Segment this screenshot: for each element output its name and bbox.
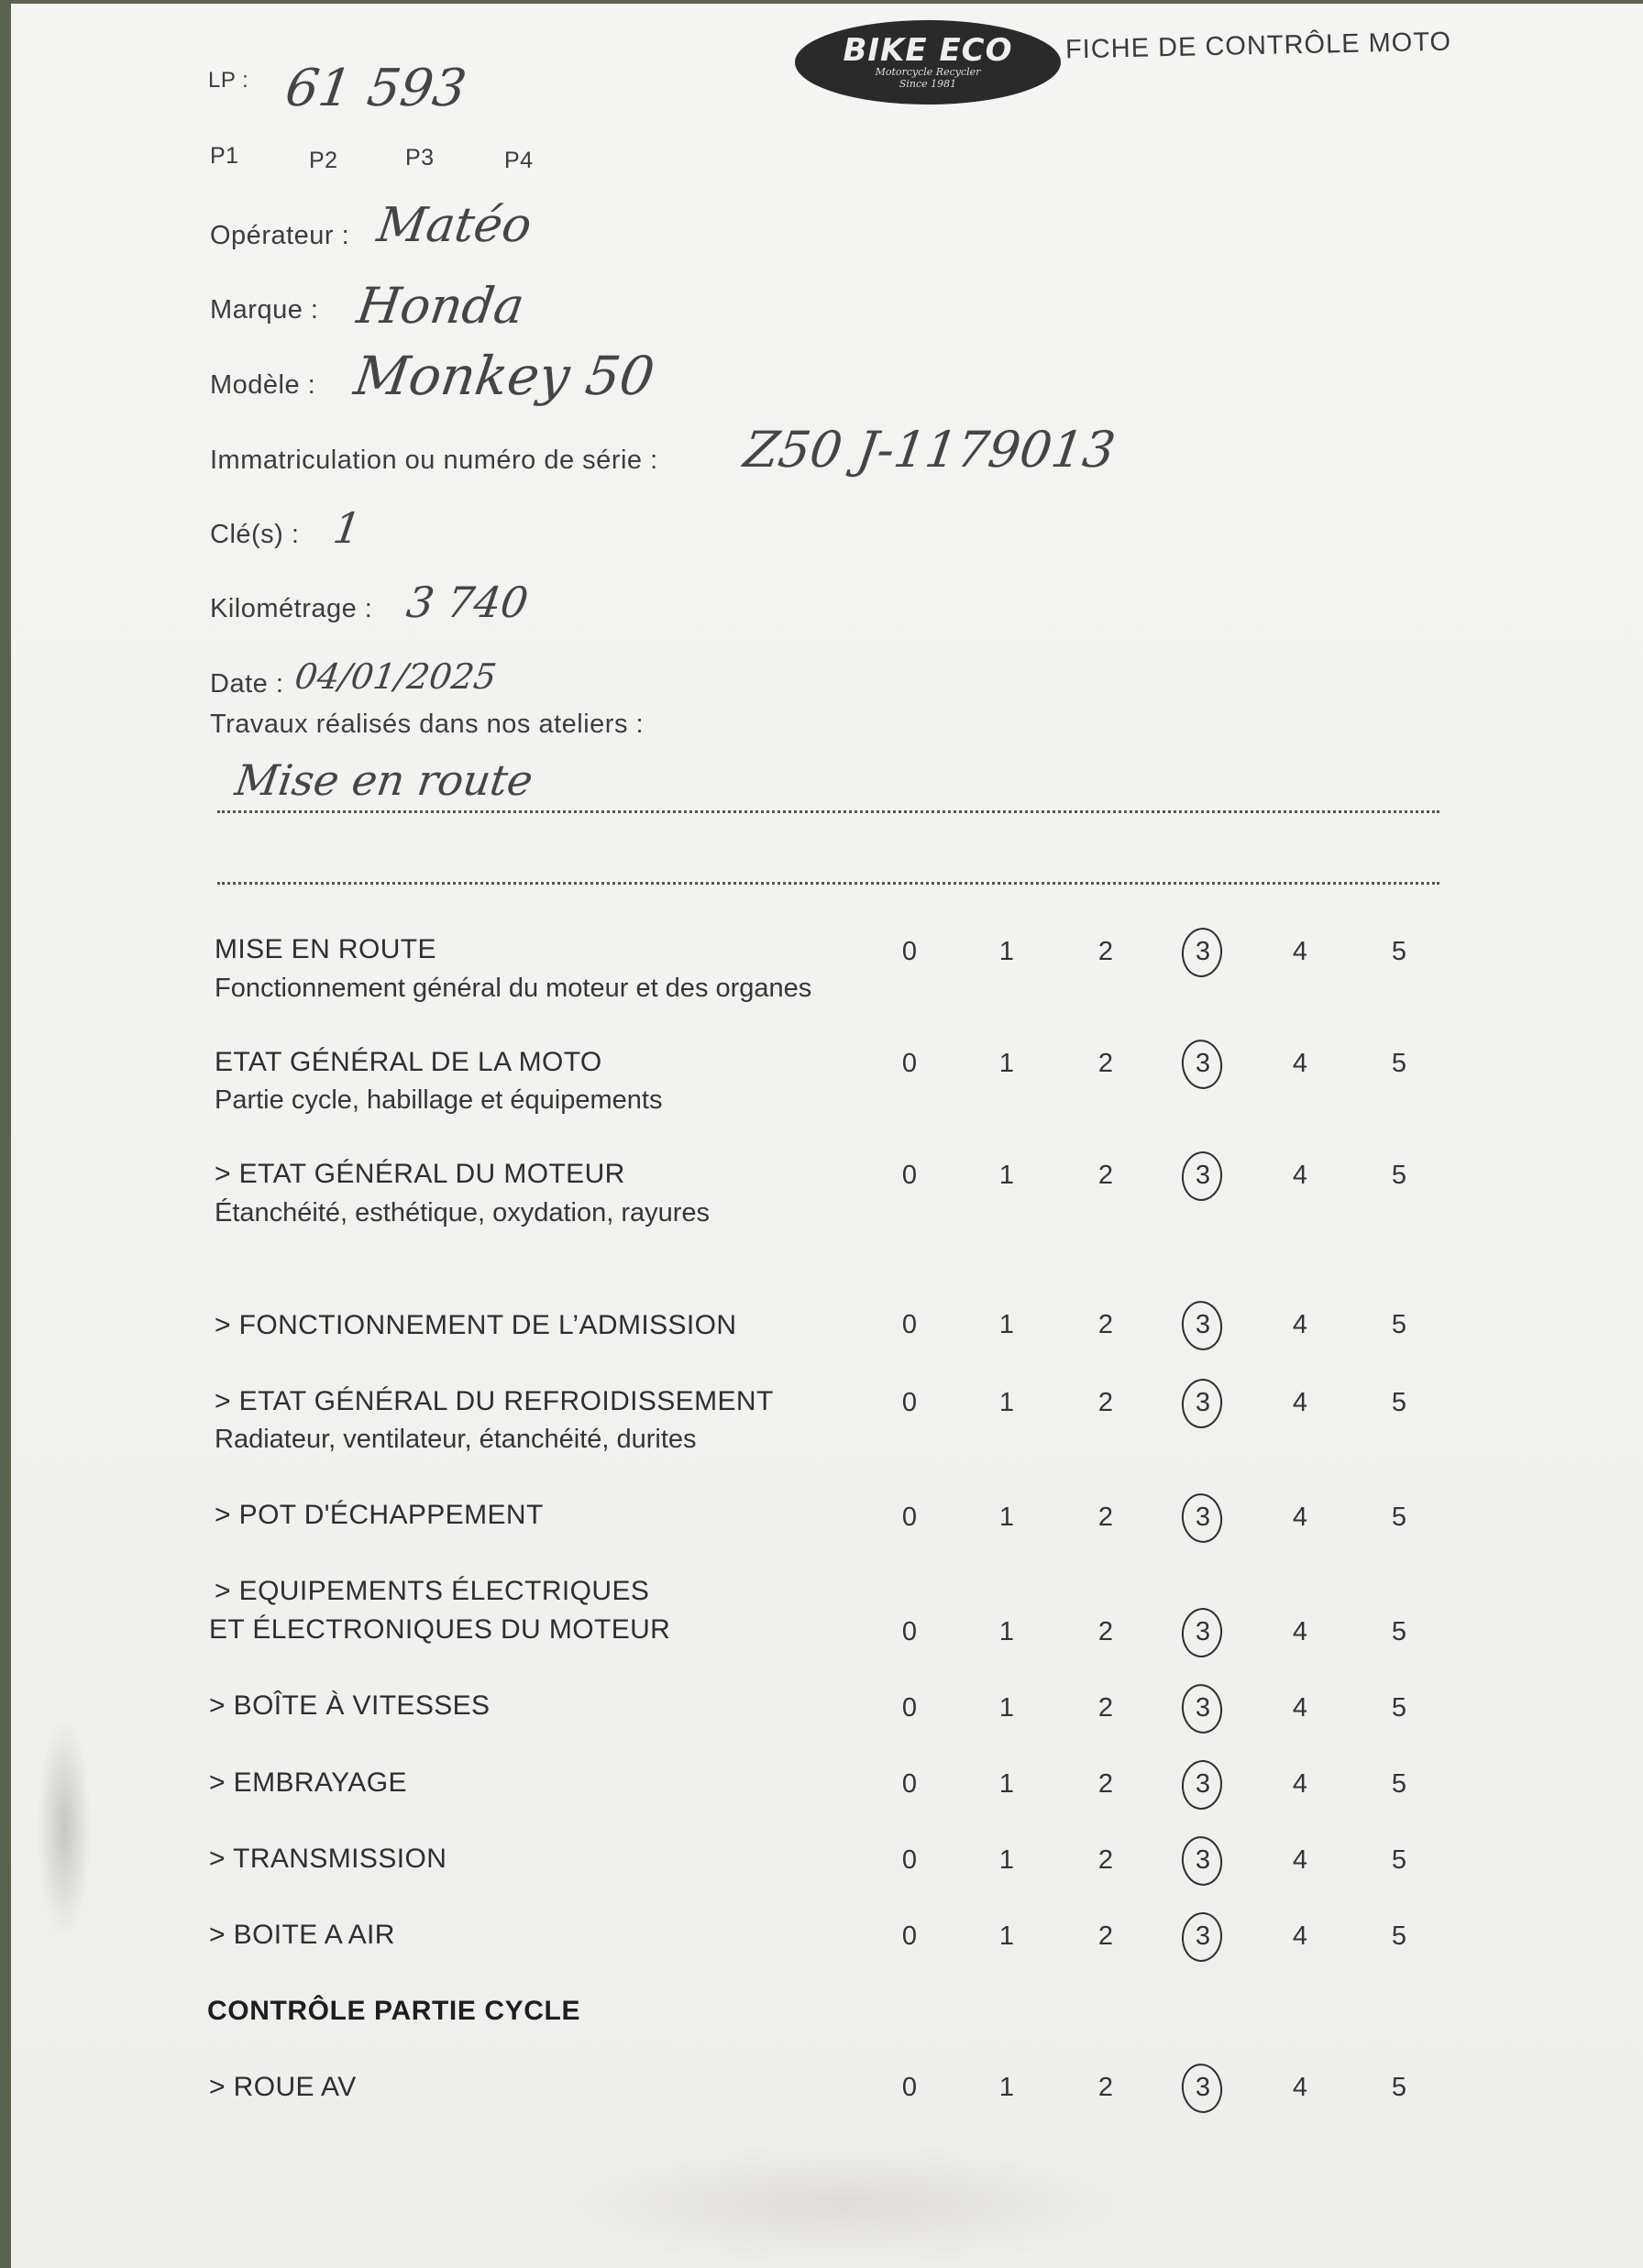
- score-option-3: 3: [1195, 1310, 1211, 1339]
- score-option-3: 3: [1195, 937, 1211, 966]
- selected-score-circle: [1179, 1910, 1224, 1964]
- operateur-value: Matéo: [373, 198, 535, 253]
- score-option-5: 5: [1391, 1049, 1407, 1078]
- cles-label: Clé(s) :: [210, 520, 300, 549]
- score-option-3: 3: [1195, 1503, 1211, 1532]
- score-option-5: 5: [1391, 1769, 1407, 1799]
- score-option-5: 5: [1391, 1921, 1407, 1951]
- modele-value: Monkey 50: [350, 345, 658, 407]
- score-option-2: 2: [1097, 1310, 1114, 1339]
- score-option-1: 1: [998, 1693, 1015, 1723]
- item-title: > BOITE A AIR: [209, 1920, 395, 1950]
- dotted-line: [217, 810, 1439, 813]
- score-option-5: 5: [1391, 2073, 1407, 2102]
- score-option-1: 1: [998, 1503, 1015, 1532]
- score-option-5: 5: [1391, 1388, 1407, 1417]
- score-option-3: 3: [1195, 1617, 1211, 1646]
- score-option-4: 4: [1292, 1693, 1308, 1723]
- score-option-2: 2: [1097, 2073, 1114, 2102]
- score-option-4: 4: [1292, 1310, 1308, 1339]
- kilometrage-value: 3 740: [403, 578, 532, 627]
- item-title: > ROUE AV: [209, 2072, 357, 2102]
- score-option-1: 1: [998, 1161, 1015, 1190]
- item-subtitle: ET ÉLECTRONIQUES DU MOTEUR: [209, 1614, 671, 1645]
- logo-brand: BIKE ECO: [843, 31, 1013, 69]
- item-subtitle: Étanchéité, esthétique, oxydation, rayures: [215, 1198, 711, 1228]
- travaux-label: Travaux réalisés dans nos ateliers :: [210, 710, 645, 739]
- score-option-5: 5: [1391, 1503, 1407, 1532]
- item-title: > POT D'ÉCHAPPEMENT: [215, 1500, 544, 1530]
- score-option-0: 0: [901, 1310, 918, 1339]
- selected-score-circle: [1179, 1150, 1224, 1203]
- score-option-1: 1: [998, 1049, 1015, 1078]
- score-option-1: 1: [998, 937, 1015, 966]
- score-option-1: 1: [998, 1310, 1015, 1339]
- score-option-2: 2: [1097, 1503, 1114, 1532]
- p2-option: P2: [309, 148, 338, 173]
- date-value: 04/01/2025: [292, 656, 500, 697]
- cles-value: 1: [330, 503, 365, 553]
- score-option-0: 0: [901, 2073, 918, 2102]
- selected-score-circle: [1178, 1491, 1225, 1546]
- score-option-4: 4: [1292, 1503, 1308, 1532]
- score-option-2: 2: [1097, 1845, 1114, 1875]
- logo-tagline: Motorcycle Recycler: [875, 65, 981, 78]
- control-sheet: [11, 4, 1643, 2268]
- item-title: > TRANSMISSION: [209, 1844, 447, 1874]
- score-option-4: 4: [1292, 2073, 1308, 2102]
- score-option-0: 0: [901, 1049, 918, 1078]
- score-option-5: 5: [1391, 1845, 1407, 1875]
- score-option-3: 3: [1195, 1388, 1211, 1417]
- item-title: > ETAT GÉNÉRAL DU MOTEUR: [215, 1159, 625, 1189]
- selected-score-circle: [1178, 1681, 1225, 1736]
- logo-tagline-since: Since 1981: [899, 78, 957, 90]
- immatriculation-value: Z50 J-1179013: [740, 421, 1119, 479]
- score-option-0: 0: [901, 1769, 918, 1799]
- score-option-2: 2: [1097, 937, 1114, 966]
- score-option-3: 3: [1195, 1845, 1211, 1875]
- score-option-5: 5: [1391, 1693, 1407, 1723]
- score-option-0: 0: [901, 1845, 918, 1875]
- score-option-2: 2: [1097, 1617, 1114, 1646]
- date-label: Date :: [210, 669, 284, 699]
- immatriculation-label: Immatriculation ou numéro de série :: [210, 446, 658, 475]
- lp-label: LP :: [208, 68, 249, 93]
- item-title: MISE EN ROUTE: [215, 934, 436, 964]
- marque-value: Honda: [353, 277, 528, 335]
- p4-option: P4: [504, 148, 534, 173]
- score-option-2: 2: [1097, 1693, 1114, 1723]
- score-option-4: 4: [1292, 1049, 1308, 1078]
- selected-score-circle: [1178, 1833, 1225, 1888]
- modele-label: Modèle :: [210, 370, 316, 400]
- section-title-partie-cycle: CONTRÔLE PARTIE CYCLE: [207, 1996, 581, 2026]
- score-option-1: 1: [998, 1921, 1015, 1951]
- kilometrage-label: Kilométrage :: [210, 594, 373, 623]
- selected-score-circle: [1178, 1037, 1225, 1092]
- score-option-5: 5: [1391, 1161, 1407, 1190]
- score-option-4: 4: [1292, 1921, 1308, 1951]
- score-option-3: 3: [1195, 1161, 1211, 1190]
- score-option-0: 0: [901, 1503, 918, 1532]
- item-subtitle: Fonctionnement général du moteur et des organes: [215, 974, 812, 1003]
- score-option-3: 3: [1195, 1049, 1211, 1078]
- paper-stain: [524, 2140, 1166, 2268]
- item-title: ETAT GÉNÉRAL DE LA MOTO: [215, 1047, 602, 1077]
- selected-score-circle: [1178, 1298, 1225, 1353]
- sheet-title: FICHE DE CONTRÔLE MOTO: [1064, 27, 1452, 65]
- score-option-1: 1: [998, 1617, 1015, 1646]
- p3-option: P3: [405, 145, 435, 171]
- score-option-5: 5: [1391, 937, 1407, 966]
- score-option-3: 3: [1195, 1693, 1211, 1723]
- score-option-0: 0: [901, 1161, 918, 1190]
- score-option-4: 4: [1292, 1388, 1308, 1417]
- score-option-4: 4: [1292, 1845, 1308, 1875]
- item-title: > FONCTIONNEMENT DE L’ADMISSION: [215, 1310, 737, 1340]
- score-option-5: 5: [1391, 1617, 1407, 1646]
- item-title: > EMBRAYAGE: [209, 1767, 407, 1798]
- selected-score-circle: [1179, 1758, 1224, 1811]
- score-option-5: 5: [1391, 1310, 1407, 1339]
- selected-score-circle: [1178, 2061, 1225, 2116]
- p1-option: P1: [210, 143, 239, 169]
- score-option-4: 4: [1292, 1617, 1308, 1646]
- operateur-label: Opérateur :: [210, 221, 350, 250]
- score-option-0: 0: [901, 1617, 918, 1646]
- item-title: > BOÎTE À VITESSES: [209, 1690, 491, 1721]
- score-option-2: 2: [1097, 1049, 1114, 1078]
- score-option-2: 2: [1097, 1769, 1114, 1799]
- score-option-3: 3: [1195, 1921, 1211, 1951]
- score-option-4: 4: [1292, 1769, 1308, 1799]
- score-option-2: 2: [1097, 1921, 1114, 1951]
- dotted-line: [217, 882, 1439, 885]
- score-option-0: 0: [901, 1921, 918, 1951]
- score-option-0: 0: [901, 1693, 918, 1723]
- paper-smudge: [37, 1718, 92, 1938]
- item-title: > EQUIPEMENTS ÉLECTRIQUES: [215, 1576, 650, 1606]
- score-option-4: 4: [1292, 1161, 1308, 1190]
- score-option-1: 1: [998, 1388, 1015, 1417]
- selected-score-circle: [1179, 1377, 1224, 1430]
- score-option-2: 2: [1097, 1161, 1114, 1190]
- score-option-2: 2: [1097, 1388, 1114, 1417]
- bike-eco-logo: [795, 20, 1061, 105]
- item-subtitle: Radiateur, ventilateur, étanchéité, durites: [215, 1425, 697, 1454]
- travaux-value: Mise en route: [232, 755, 536, 805]
- score-option-3: 3: [1195, 2073, 1211, 2102]
- score-option-0: 0: [901, 1388, 918, 1417]
- marque-label: Marque :: [210, 295, 319, 325]
- selected-score-circle: [1179, 1606, 1224, 1659]
- score-option-1: 1: [998, 1845, 1015, 1875]
- score-option-1: 1: [998, 1769, 1015, 1799]
- score-option-3: 3: [1195, 1769, 1211, 1799]
- score-option-4: 4: [1292, 937, 1308, 966]
- selected-score-circle: [1179, 926, 1224, 979]
- score-option-1: 1: [998, 2073, 1015, 2102]
- item-title: > ETAT GÉNÉRAL DU REFROIDISSEMENT: [215, 1386, 774, 1416]
- item-subtitle: Partie cycle, habillage et équipements: [215, 1085, 663, 1115]
- score-option-0: 0: [901, 937, 918, 966]
- lp-value: 61 593: [281, 59, 470, 118]
